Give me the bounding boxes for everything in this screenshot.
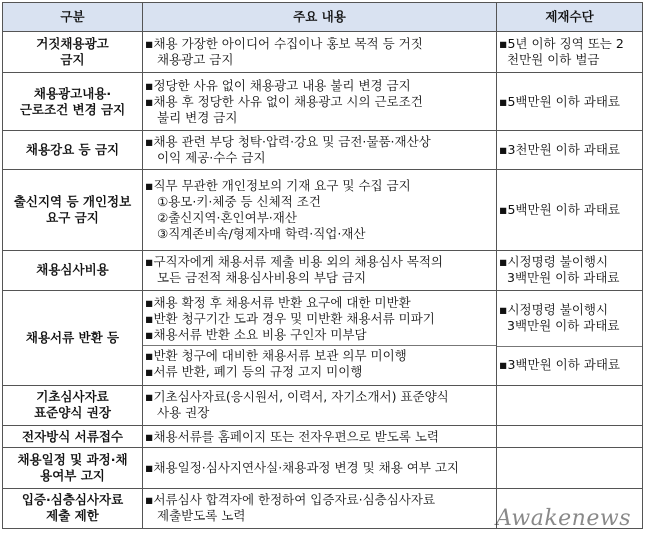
content-line: ▪기초심사자료(응시원서, 이력서, 자기소개서) 표준양식: [145, 389, 449, 405]
group-divider: [143, 345, 496, 346]
category-line: 출신지역 등 개인정보: [13, 193, 132, 209]
sanction-line: 3백만원 이하 과태료: [507, 318, 620, 334]
content-line: ▪직무 무관한 개인정보의 기재 요구 및 수집 금지: [145, 177, 411, 193]
category-line: 용여부 고지: [40, 467, 105, 483]
content-line: ①용모·키·체중 등 신체적 조건: [157, 193, 321, 209]
row-content: [143, 448, 497, 488]
sanction-line: ▪5백만원 이하 과태료: [499, 201, 620, 217]
category-line: 제출 제한: [46, 508, 99, 524]
sanction-line: ▪시정명령 불이행시: [499, 254, 609, 270]
row-sanction: [497, 32, 643, 73]
watermark-text: Awakenews: [495, 506, 631, 531]
row-category: [3, 130, 143, 169]
content-line: ▪정당한 사유 없이 채용광고 내용 불리 변경 금지: [145, 77, 411, 93]
category-line: 전자방식 서류접수: [22, 428, 123, 444]
row-category: [3, 73, 143, 130]
table-row: [3, 385, 643, 425]
content-line: ▪채용 후 정당한 사유 없이 채용광고 시의 근로조건: [145, 93, 423, 109]
watermark-logo: [496, 506, 631, 531]
content-line: 이익 제공·수수 금지: [157, 149, 266, 165]
content-line: ▪채용 가장한 아이디어 수집이나 홍보 목적 등 거짓: [145, 36, 423, 52]
category-line: 채용일정 및 과정·채: [17, 451, 128, 467]
row-sanction-empty: [497, 385, 643, 425]
row-sanction: [497, 73, 643, 130]
category-line: 요구 금지: [46, 209, 99, 225]
table-row: [3, 130, 643, 169]
category-line: 표준양식 권장: [34, 405, 111, 421]
category-line: 채용광고내용·: [33, 85, 112, 101]
category-line: 근로조건 변경 금지: [19, 101, 126, 117]
row-category: [3, 32, 143, 73]
header-category: 구분: [3, 3, 143, 32]
content-line: ▪채용서류 반환 소요 비용 구인자 미부담: [145, 327, 367, 343]
row-category: [3, 250, 143, 290]
row-content: [143, 426, 497, 448]
content-line: ▪반환 청구에 대비한 채용서류 보관 의무 미이행: [145, 348, 407, 364]
row-category: [3, 385, 143, 425]
content-line: ▪서류심사 합격자에 한정하여 입증자료·심층심사자료: [145, 492, 436, 508]
content-line: ▪반환 청구기간 도과 경우 및 미반환 채용서류 미파기: [145, 311, 435, 327]
category-line: 채용서류 반환 등: [25, 329, 120, 345]
table-row: [3, 73, 643, 130]
sanction-line: ▪5년 이하 징역 또는 2: [499, 36, 624, 52]
sanction-line: ▪5백만원 이하 과태료: [499, 93, 620, 109]
content-line: ▪채용 확정 후 채용서류 반환 요구에 대한 미반환: [145, 295, 411, 311]
content-line: ▪채용 관련 부당 청탁·압력·강요 및 금전·물품·재산상: [145, 133, 431, 149]
category-line: 금지: [60, 52, 85, 68]
header-content: 주요 내용: [143, 3, 497, 32]
regulation-table: [2, 2, 643, 529]
row-content: [143, 291, 497, 386]
content-line: ▪구직자에게 채용서류 제출 비용 외의 채용심사 목적의: [145, 254, 443, 270]
row-sanction-empty: [497, 448, 643, 488]
table-header-row: [3, 3, 643, 32]
sanction-line: ▪3천만원 이하 과태료: [499, 141, 620, 157]
row-sanction: [497, 170, 643, 251]
category-line: 채용강요 등 금지: [25, 141, 120, 157]
row-sanction-empty: [497, 426, 643, 448]
sanction-line: 3백만원 이하 과태료: [507, 270, 620, 286]
row-category: [3, 448, 143, 488]
row-content: [143, 73, 497, 130]
row-sanction: [497, 250, 643, 290]
table-row: [3, 250, 643, 290]
table-row: [3, 32, 643, 73]
content-line: ▪채용서류를 홈페이지 또는 전자우편으로 받도록 노력: [145, 428, 439, 444]
content-line: 사용 권장: [157, 405, 210, 421]
content-line: ③직계존비속/형제자매 학력·직업·재산: [157, 225, 366, 241]
sanction-line: ▪시정명령 불이행시: [499, 302, 609, 318]
header-sanction: 제재수단: [497, 3, 643, 32]
table-row: [3, 448, 643, 488]
sanction-line: 천만원 이하 벌금: [507, 52, 600, 68]
table-row: [3, 170, 643, 251]
category-line: 거짓채용광고: [36, 36, 109, 52]
row-content: [143, 385, 497, 425]
row-sanction: [497, 130, 643, 169]
row-content: [143, 170, 497, 251]
row-category: [3, 291, 143, 386]
row-sanction: [497, 291, 643, 386]
content-line: ②출신지역·혼인여부·재산: [157, 209, 297, 225]
content-line: 채용광고 금지: [157, 52, 234, 68]
row-content: [143, 488, 497, 528]
sanction-line: ▪3백만원 이하 과태료: [499, 357, 620, 373]
row-category: [3, 488, 143, 528]
group-divider: [497, 346, 642, 347]
category-line: 입증·심층심사자료: [21, 492, 124, 508]
row-category: [3, 426, 143, 448]
row-content: [143, 32, 497, 73]
content-line: ▪서류 반환, 폐기 등의 규정 고지 미이행: [145, 364, 363, 380]
content-line: 모든 금전적 채용심사비용의 부담 금지: [157, 270, 367, 286]
row-content: [143, 130, 497, 169]
content-line: 제출받도록 노력: [157, 508, 246, 524]
content-line: 불리 변경 금지: [157, 109, 238, 125]
table-row: [3, 426, 643, 448]
row-category: [3, 170, 143, 251]
table-row: [3, 291, 643, 386]
category-line: 채용심사비용: [36, 262, 109, 278]
content-line: ▪채용일정·심사지연사실·채용과정 변경 및 채용 여부 고지: [145, 459, 460, 475]
category-line: 기초심사자료: [36, 389, 109, 405]
row-content: [143, 250, 497, 290]
